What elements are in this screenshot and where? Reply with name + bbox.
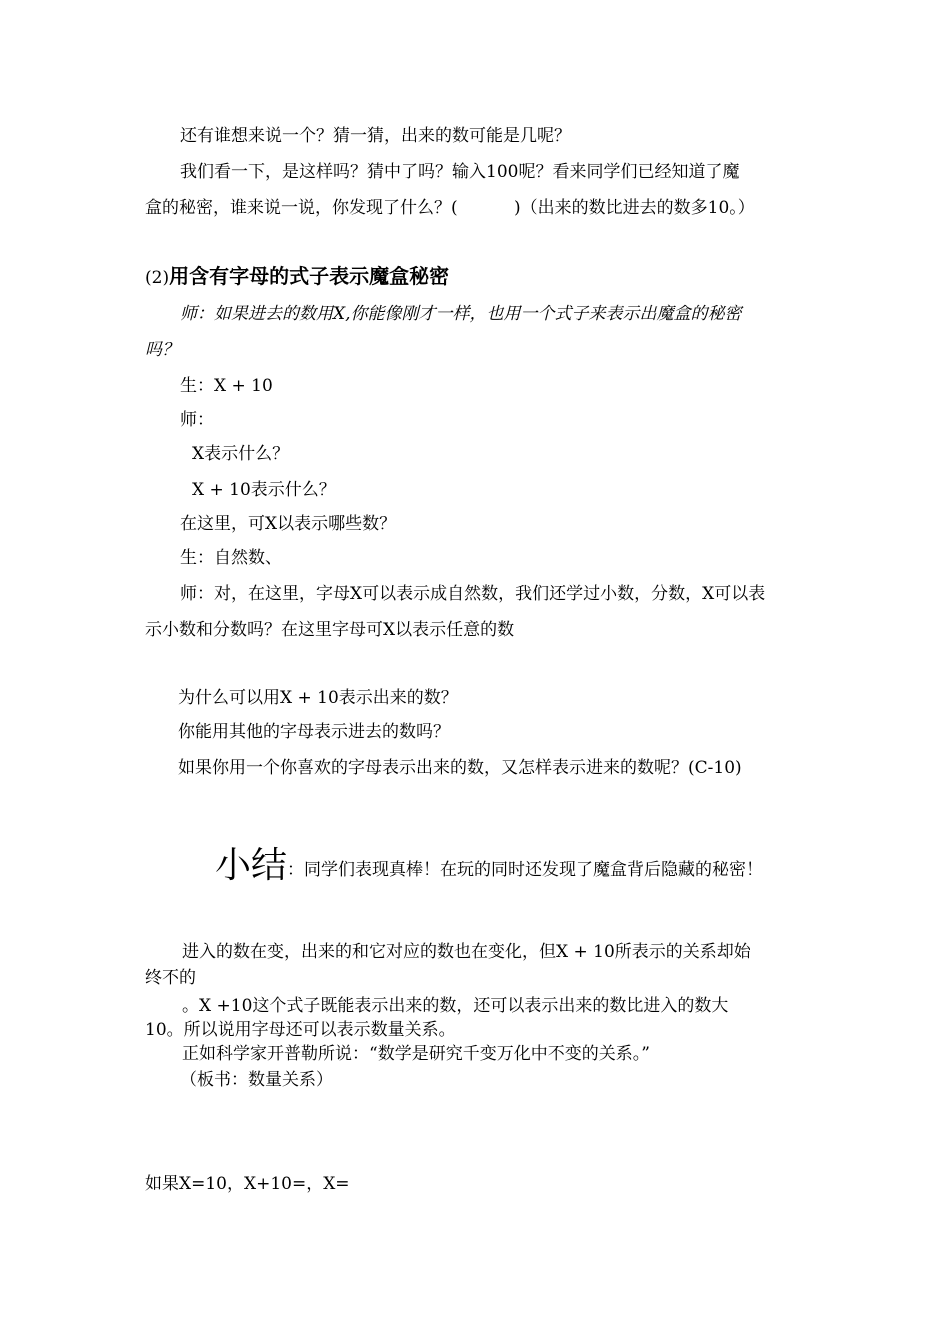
conclusion-line2: 终不的 [145, 968, 196, 988]
question-why: 为什么可以用X + 10表示出来的数？ [178, 688, 458, 708]
paragraph-guess: 还有谁想来说一个？猜一猜，出来的数可能是几呢？ [180, 126, 571, 146]
paragraph-check-line1: 我们看一下，是这样吗？猜中了吗？输入100呢？看来同学们已经知道了魔 [180, 162, 740, 182]
exercise-line: 如果X=10，X+10=，X= [145, 1174, 350, 1194]
teacher-explain-line2: 示小数和分数吗？在这里字母可X以表示任意的数 [145, 620, 515, 640]
section-heading [145, 264, 449, 290]
student-answer-2: 生：自然数、 [180, 548, 282, 568]
teacher-label: 师： [180, 410, 214, 430]
paragraph-check-line2: 盒的秘密，谁来说一说，你发现了什么？( )（出来的数比进去的数多10。） [145, 198, 755, 218]
summary-text: ：同学们表现真棒！在玩的同时还发现了魔盒背后隐藏的秘密！ [287, 860, 764, 880]
question-x-meaning: X表示什么？ [192, 444, 290, 464]
summary-title: 小结 [215, 845, 288, 886]
section-number: (2) [145, 268, 170, 288]
teacher-question-line1: 师：如果进去的数用X,你能像刚才一样，也用一个式子来表示出魔盒的秘密 [180, 304, 742, 324]
question-x-range: 在这里，可X以表示哪些数？ [180, 514, 397, 534]
teacher-question-line2: 吗？ [145, 340, 179, 360]
kepler-quote: 正如科学家开普勒所说：“数学是研究千变万化中不变的关系。” [182, 1044, 650, 1064]
teacher-explain-line1: 师：对，在这里，字母X可以表示成自然数，我们还学过小数，分数，X可以表 [180, 584, 766, 604]
conclusion-line3: 。X +10这个式子既能表示出来的数，还可以表示出来的数比进入的数大 [182, 996, 729, 1016]
question-other-letter: 你能用其他的字母表示进去的数吗？ [178, 722, 450, 742]
question-x10-meaning: X + 10表示什么？ [192, 480, 336, 500]
board-note: （板书：数量关系） [180, 1070, 333, 1090]
conclusion-line1: 进入的数在变，出来的和它对应的数也在变化，但X + 10所表示的关系却始 [182, 942, 751, 962]
student-answer-1: 生：X + 10 [180, 376, 273, 396]
conclusion-line4: 10。所以说用字母还可以表示数量关系。 [145, 1020, 456, 1040]
summary-line [215, 844, 763, 892]
section-title: 用含有字母的式子表示魔盒秘密 [169, 264, 450, 288]
question-favorite-letter: 如果你用一个你喜欢的字母表示出来的数，又怎样表示进来的数呢？(C-10) [178, 758, 742, 778]
